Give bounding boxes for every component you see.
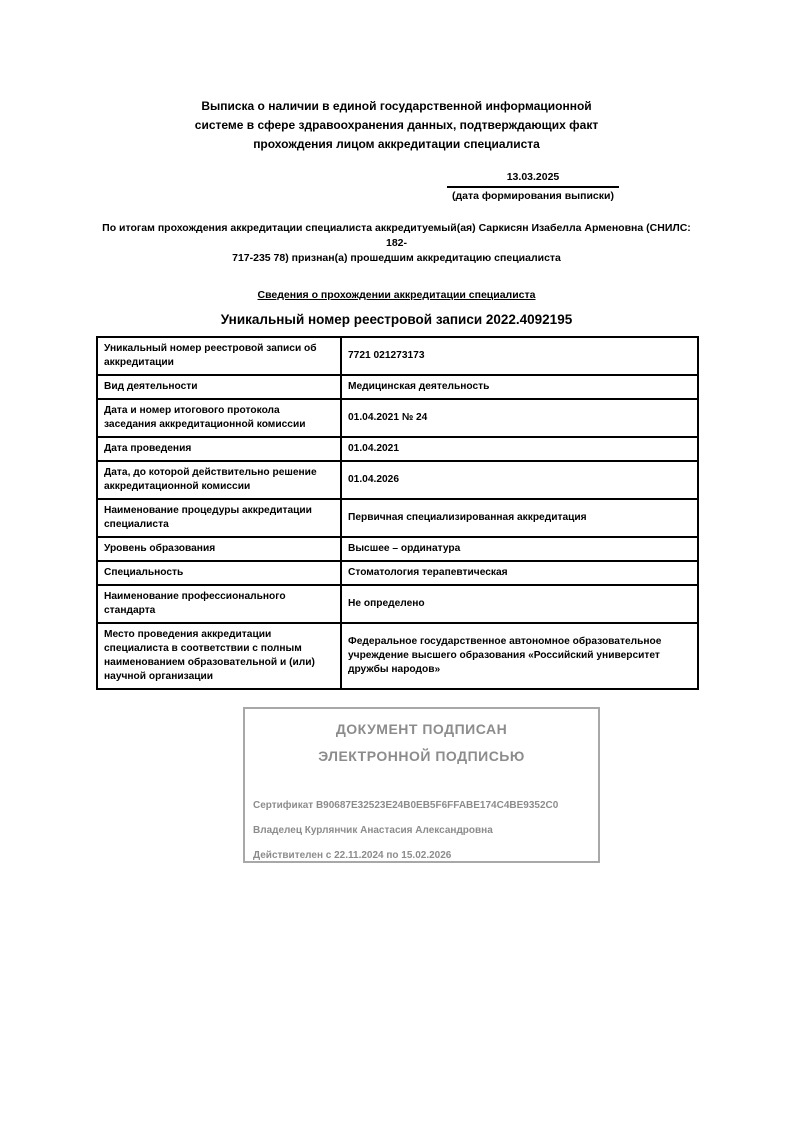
row-value-cell: Не определено [341,585,698,623]
row-value-cell: Первичная специализированная аккредитация [341,499,698,537]
document-title-line-3: прохождения лицом аккредитации специалиста [253,137,540,151]
table-row [97,561,698,585]
signature-stamp-title-line-1: ДОКУМЕНТ ПОДПИСАН [335,721,508,737]
table-row [97,537,698,561]
intro-line-2: 717-235 78) признан(а) прошедшим аккредитацию специалиста [232,252,561,264]
table-row [97,375,698,399]
row-label-cell: Дата проведения [97,437,341,461]
row-value-cell: Медицинская деятельность [341,375,698,399]
row-value-cell: Стоматология терапевтическая [341,561,698,585]
intro-paragraph [96,221,697,266]
row-label-cell: Наименование процедуры аккредитации специалиста [97,499,341,537]
row-label-cell: Место проведения аккредитации специалиста в соответствии с полным наименованием образовательной и (или) научной организации [97,623,341,689]
row-label-cell: Вид деятельности [97,375,341,399]
table-row [97,623,698,689]
table-row [97,437,698,461]
row-label-cell: Уникальный номер реестровой записи об аккредитации [97,337,341,375]
table-row [97,499,698,537]
signature-stamp-title-line-2: ЭЛЕКТРОННОЙ ПОДПИСЬЮ [318,748,525,764]
row-value-cell: 01.04.2021 № 24 [341,399,698,437]
row-value-cell: 7721 021273173 [341,337,698,375]
table-row [97,399,698,437]
document-title-line-2: системе в сфере здравоохранения данных, подтверждающих факт [194,118,599,132]
row-label-cell: Специальность [97,561,341,585]
signature-stamp-title [245,716,598,770]
row-label-cell: Дата и номер итогового протокола заседания аккредитационной комиссии [97,399,341,437]
table-row [97,461,698,499]
document-title-line-1: Выписка о наличии в единой государственной информационной [201,99,592,113]
row-value-cell: 01.04.2021 [341,437,698,461]
row-value-cell: 01.04.2026 [341,461,698,499]
row-label-cell: Уровень образования [97,537,341,561]
row-value-cell: Федеральное государственное автономное образовательное учреждение высшего образования «Российский университет дружбы народов» [341,623,698,689]
registry-number-heading: Уникальный номер реестровой записи 2022.4092195 [220,312,573,327]
electronic-signature-stamp [243,707,600,863]
extract-date: 13.03.2025 [447,171,619,188]
row-value-cell: Высшее – ординатура [341,537,698,561]
row-label-cell: Наименование профессионального стандарта [97,585,341,623]
certificate-owner: Владелец Курлянчик Анастасия Александровна [253,825,493,836]
section-heading: Сведения о прохождении аккредитации специалиста [257,289,536,301]
document-title [96,97,697,154]
row-label-cell: Дата, до которой действительно решение аккредитационной комиссии [97,461,341,499]
accreditation-table [96,336,699,690]
extract-date-caption: (дата формирования выписки) [452,190,614,202]
table-row [97,585,698,623]
extract-date-block [447,171,619,202]
signature-stamp-details [245,793,598,868]
table-row [97,337,698,375]
certificate-validity: Действителен с 22.11.2024 по 15.02.2026 [253,850,452,861]
intro-line-1: По итогам прохождения аккредитации специалиста аккредитуемый(ая) Саркисян Изабелла Арменовна (СНИЛС: 182- [102,222,691,249]
certificate-number: Сертификат B90687E32523E24B0EB5F6FFABE174C4BE9352C0 [253,800,559,811]
